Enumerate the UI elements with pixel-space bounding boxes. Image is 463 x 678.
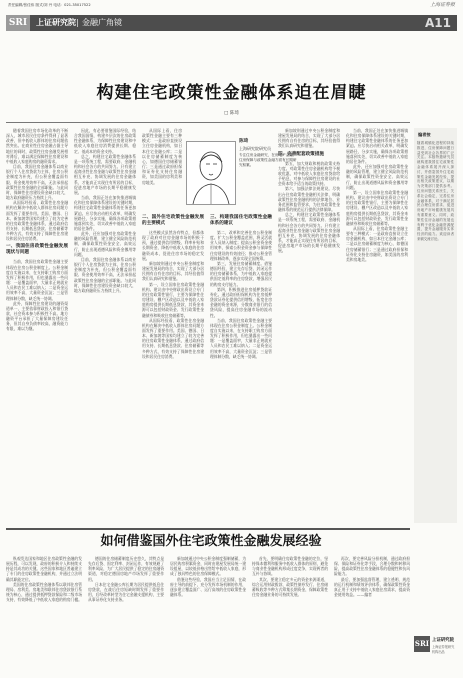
article-title: 构建住宅政策性金融体系迫在眉睫 bbox=[96, 83, 367, 103]
second-article-column-5: 再次，要完善风险分担机制，通过政府担保、保险和证券化等手段，合理分散和转移风险，提高政策性住房金融体系的稳健性和抗风险能力。 最后，要加强监督管理，建立透明、规范的运行机制和绩效评价体系，确保政策性资金真正用于支持中低收入家庭住房需求，提高资金使用效益。——编者 bbox=[334, 556, 410, 598]
footer-name: 上证研究院 bbox=[432, 638, 454, 643]
page-number: A11 bbox=[425, 16, 451, 30]
bio-role: 上海研究院研究员 bbox=[239, 146, 271, 151]
subheading: 一、我国住房政策性金融发展现状与问题 bbox=[6, 244, 68, 256]
newspaper-name: 上海证券报 bbox=[429, 2, 455, 8]
section-name: 上证研究院 bbox=[36, 18, 76, 27]
editor-note-sidebar bbox=[414, 128, 457, 523]
second-article-column-3: 新加坡通过中央公积金制度强制储蓄，为居民购房积累资金，同时由建屋发展局统一建设组屋，以较低价格出售给中低收入家庭，形成了独具特色的住房保障模式。 借鉴这些经验，我国应当立足国情，在政府主导的前提下，充分发挥市场机制的作用，逐步建立覆盖面广、运行高效的住房政策性金融体系。 bbox=[170, 556, 246, 598]
article-column-1: 随着我国住房市场化改革的不断深入，城市居民住房条件得到了显著改善，但中低收入群体的住房问题依然突出。在商业性住房金融占据主导地位的同时，政策性住房金融发展相对滞后，难以满足保障性住房建设和中低收入家庭购房的融资需求。 目前，我国住房金融体系以商业银行个人住房贷款为主体，住房公积金制度为补充，但公积金覆盖面有限、资金使用效率不高，无法承担起政策性住房金融的全部职能。与此同时，保障性住房建设资金缺口较大，地方政府融资压力持续上升。 从国际经验看，政策性住房金融机构在解决中低收入群体住房问题方面发挥了重要作用。美国、德国、日本、新加坡等国家均建立了较为完善的住房政策性金融体系，通过政府信用支持、长期低息贷款、住房储蓄等多种方式，有效支持了保障性住房建设和居民住房消费。 一、我国住房政策性金融发展现状与问题 当前，我国住房政策性金融主要体现在住房公积金制度上。公积金制度自实施以来，在支持职工购房方面发挥了积极作用，但也暴露出一些问题：一是覆盖面窄，大量非正规就业人员和农民工难以纳入；二是资金运用效率不高，大量资金沉淀；三是管理体制分散，缺乏统一协调。 此外，保障性住房建设的融资渠道单一，主要依靠财政投入和银行贷款，社会资本参与积极性不高。地方融资平台承担了大量保障房建设任务，但其自身负债率较高，融资能力有限，难以为继。 bbox=[6, 128, 68, 332]
header-divider bbox=[77, 19, 78, 27]
bio-text: 专注住房金融研究，在房地产金融、住房保障与政策性金融方面有长期研究积累。 bbox=[239, 153, 297, 167]
second-article-column-4: 首先，要明确住房政策性金融的定位，坚持保本微利和服务中低收入群体的原则，避免与商业性金融机构形成过度竞争，实现两者的互补与协调。 其次，要建立稳定多元的资金来源渠道，综合运用财政拨款、政策性债券发行、住房储蓄吸收等多种方式筹集长期资金，保障政策性住房金融业务的可持续发展。 bbox=[252, 556, 328, 598]
section-divider bbox=[6, 528, 410, 530]
article-column-5: 新加坡则通过中央公积金制度和建屋发展局的结合，实现了大部分居民拥有自有住房的目标，其经验值得我们认真研究和借鉴。 四、完善配套政策措施 第五，加大财政和税收政策支持力度。对政策性住房金融机构给予税收优惠，对中低收入家庭住房贷款给予贴息，对参与保障性住房建设的社会资本给予适当的政策扶持。 第六，加强法律法规建设。尽快出台住房政策性金融相关法律，明确政策性住房金融机构的法律地位、业务范围和监管要求，为住房政策性金融体系的规范运行提供法律保障。 总之，构建住宅政策性金融体系是一项系统工程，需要政府、金融机构和社会各方的共同努力。只有建立起商业性住房金融与政策性住房金融相互补充、协调发展的住房金融体系，才能真正实现住有所居的目标，促进房地产市场的长期平稳健康发展。 bbox=[278, 128, 340, 254]
footer-subtitle: 上海证券报研究机构出品 bbox=[432, 645, 455, 654]
article-column-3-top: 从国际上看，住房政策性金融主要有三种模式：一是政府直接设立住房金融机构，如日本住宅金融公库；二是以住房储蓄制度为核心，如德国住房储蓄银行；三是通过政府担保和证券化支持住房融资，如美国的房利美和房地美。 bbox=[142, 128, 182, 185]
subheading: 三、构建我国住宅政策性金融体系的建议 bbox=[210, 215, 272, 226]
article-column-6: 当前，我国正处在加快推进城镇化和住房保障体系建设的关键时期，构建住宅政策性金融体系的任务更加紧迫。应尽快启动相关改革，明确发展路径，分步实施，确保各项政策措施落到实处，切实改善中低收入家庭的居住条件。 此外，还应加强对住房政策性金融的风险管理，建立健全风险防范机制，确保政策性资金安全、高效运行，防止出现道德风险和资金挪用等问题。 第一，设立国家住房政策性金融机构。建议由中央财政出资设立专门的住房政策性银行，主要为保障性住房建设、棚户区改造以及中低收入家庭购房提供长期低息贷款，其资金来源可以包括财政资金、发行政策性金融债券和吸收住房储蓄等。 从国际上看，住房政策性金融主要有三种模式：一是政府直接设立住房金融机构，如日本住宅金融公库；二是以住房储蓄制度为核心，如德国住房储蓄银行；三是通过政府担保和证券化支持住房融资，如美国的房利美和房地美。 bbox=[346, 128, 408, 262]
section-header bbox=[6, 15, 457, 31]
subheading: 二、国外住宅政策性金融发展的主要模式 bbox=[142, 215, 204, 226]
column-name: 金融广角镜 bbox=[82, 18, 122, 27]
article-column-2: 因此，有必要借鉴国际经验，结合我国国情，构建多层次的住房政策性金融体系，为保障性住房建设和中低收入家庭住房消费提供长期、稳定、低成本的资金支持。 总之，构建住宅政策性金融体系是一项系统工程，需要政府、金融机构和社会各方的共同努力。只有建立起商业性住房金融与政策性住房金融相互补充、协调发展的住房金融体系，才能真正实现住有所居的目标，促进房地产市场的长期平稳健康发展。 当前，我国正处在加快推进城镇化和住房保障体系建设的关键时期，构建住宅政策性金融体系的任务更加紧迫。应尽快启动相关改革，明确发展路径，分步实施，确保各项政策措施落到实处，切实改善中低收入家庭的居住条件。 此外，还应加强对住房政策性金融的风险管理，建立健全风险防范机制，确保政策性资金安全、高效运行，防止出现道德风险和资金挪用等问题。 目前，我国住房金融体系以商业银行个人住房贷款为主体，住房公积金制度为补充，但公积金覆盖面有限、资金使用效率不高，无法承担起政策性住房金融的全部职能。与此同时，保障性住房建设资金缺口较大，地方政府融资压力持续上升。 bbox=[74, 128, 136, 293]
sidebar-text: 随着城镇化进程的持续推进，住房保障问题日益受到社会各界的广泛关注。本版特邀研究员就构建我国住宅政策性金融体系展开深入探讨，并借鉴国外住宅政策性金融发展经验，提出相关政策建议，以期为决策部门提供参考。住房问题关系民生，关系社会稳定，完善住房金融体系，对于满足居民合理住房需求、促进房地产市场健康发展具有重要意义。同时，政策性住房金融的发展也有利于优化金融资源配置，提升金融服务实体经济的能力。欢迎读者来稿交流讨论。 bbox=[417, 141, 454, 241]
portrait-sketch-icon bbox=[187, 142, 235, 204]
second-article-title: 如何借鉴国外住宅政策性金融发展经验 bbox=[100, 534, 322, 549]
sidebar-title: 编者按 bbox=[418, 132, 431, 137]
second-article-column-2: 德国的住房储蓄制度历史悠久，其特点是先存后贷、固定利率、封闭运作，有效规避了利率风险，为广大居民提供了稳定的住房融资渠道，对稳定德国房地产市场发挥了重要作用。 日本住宅金融公库长期为居民提供低息住房贷款，在战后住房短缺时期发挥了重要作用，后经改革转型为住宅金融支援机构，主要从事证券化支持业务。 bbox=[88, 556, 164, 603]
bio-name: 陈琦 bbox=[239, 139, 249, 144]
top-info-bar bbox=[8, 3, 455, 13]
author-portrait bbox=[186, 141, 236, 205]
subheading: 四、完善配套政策措施 bbox=[278, 151, 324, 157]
edition-info: 责任编辑/张佳伟 版式/刘 丹 电话：021-35017522 bbox=[8, 3, 91, 7]
title-rule bbox=[6, 122, 410, 123]
footer-logo bbox=[414, 636, 457, 666]
sri-logo: SRI bbox=[6, 15, 30, 31]
footer-sri-mark: SRI bbox=[414, 636, 430, 652]
article-author: □ 陈琦 bbox=[224, 111, 239, 116]
article-column-3: 二、国外住宅政策性金融发展的主要模式 这些模式虽然各有特点，但都体现了政府对住房金融市场的积极干预，通过提供信用增级、利率补贴和长期资金，降低中低收入家庭的住房融资成本，促进住房市场的稳定发展。 新加坡则通过中央公积金制度和建屋发展局的结合，实现了大部分居民拥有自有住房的目标，其经验值得我们认真研究和借鉴。 第一，设立国家住房政策性金融机构。建议由中央财政出资设立专门的住房政策性银行，主要为保障性住房建设、棚户区改造以及中低收入家庭购房提供长期低息贷款，其资金来源可以包括财政资金、发行政策性金融债券和吸收住房储蓄等。 从国际经验看，政策性住房金融机构在解决中低收入群体住房问题方面发挥了重要作用。美国、德国、日本、新加坡等国家均建立了较为完善的住房政策性金融体系，通过政府信用支持、长期低息贷款、住房储蓄等多种方式，有效支持了保障性住房建设和居民住房消费。 bbox=[142, 215, 204, 359]
article-column-4: 三、构建我国住宅政策性金融体系的建议 第二，改革和完善住房公积金制度。扩大公积金覆盖范围，将灵活就业人员纳入制度；提高公积金资金使用效率，探索公积金资金参与保障性住房建设的有效途径；推动公积金管理体制改革，逐步实现全国统筹。 第三，发展住房储蓄制度。借鉴德国经验，建立先存后贷、封闭运作的住房储蓄体系，为中低收入家庭提供固定低利率的住房贷款，增强居民的购房支付能力。 第四，积极推进住房抵押贷款证券化。通过政府担保机构为住房抵押贷款证券化提供信用增级，拓宽住房金融的资金来源，分散商业银行的信贷风险，提高住房金融市场的流动性。 当前，我国住房政策性金融主要体现在住房公积金制度上。公积金制度自实施以来，在支持职工购房方面发挥了积极作用，但也暴露出一些问题：一是覆盖面窄，大量非正规就业人员和农民工难以纳入；二是资金运用效率不高，大量资金沉淀；三是管理体制分散，缺乏统一协调。 bbox=[210, 215, 272, 359]
second-article-column-1: 纵观发达国家和地区住房政策性金融的发展历程，可以发现，政府的积极介入和持续支持是其成功的关键。这些国家和地区普遍建立了专门的住房政策性金融机构，并通过立法明确其职能定位。 美国的住房政策性金融体系以联邦住房管理局、房利美、房地美和联邦住房贷款银行系统为核心，通过提供抵押贷款保险和二级市场支持，有效降低了中低收入家庭的购房门槛。 bbox=[6, 556, 82, 603]
